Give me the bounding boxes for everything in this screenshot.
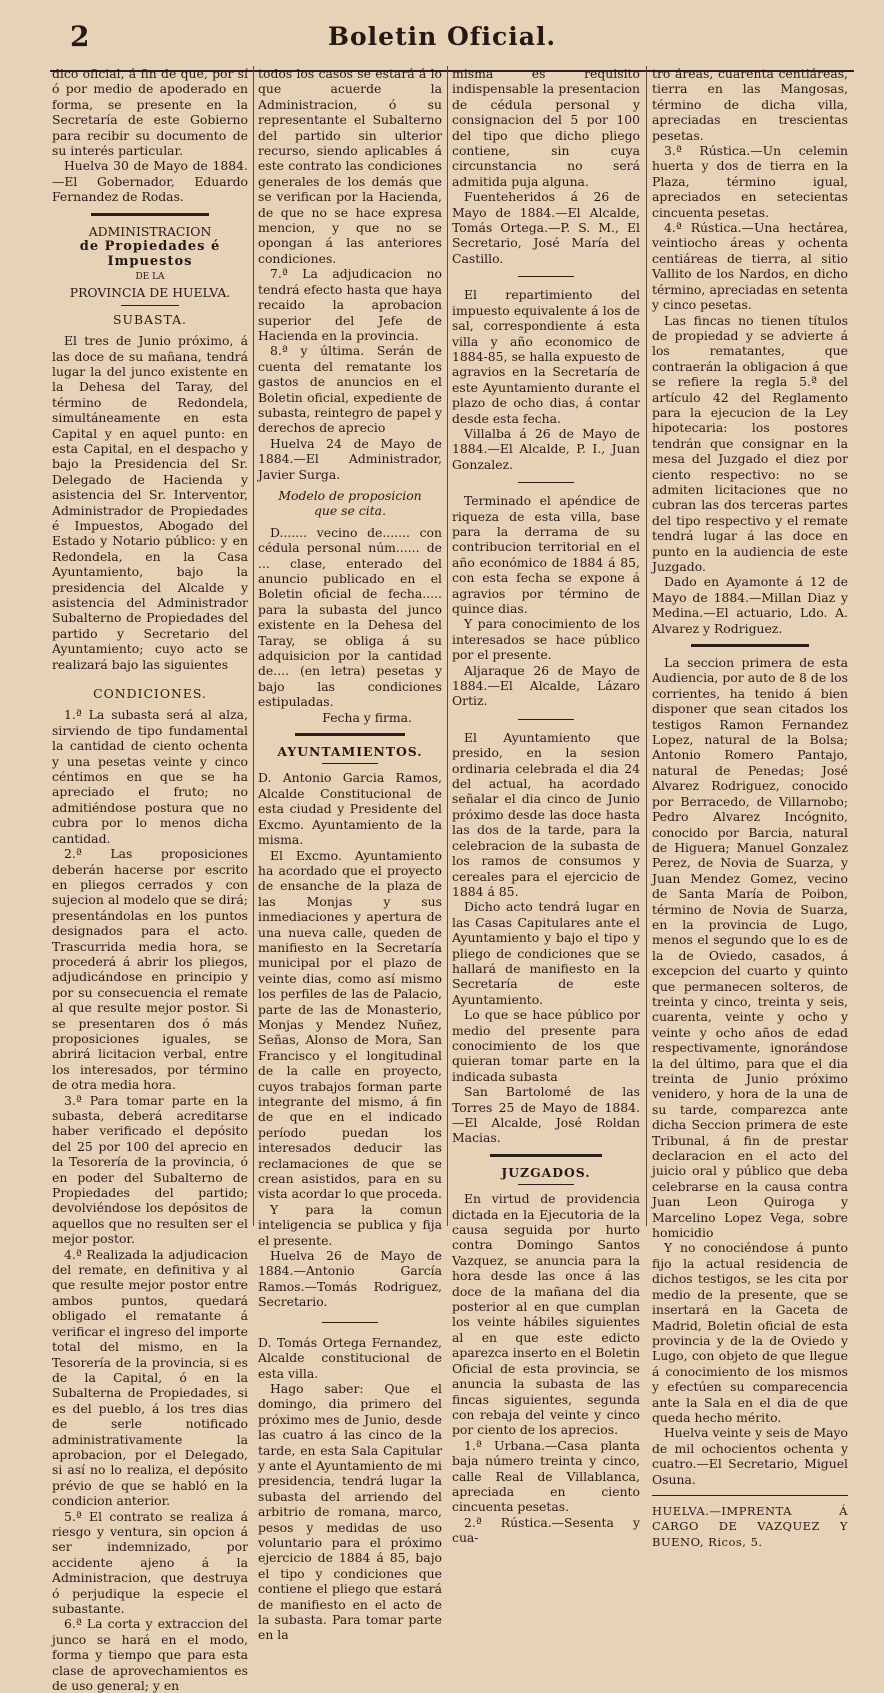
signature-date: Huelva 30 de Mayo de 1884.—El Gobernador, Eduardo Fernandez de Rodas. <box>52 158 248 205</box>
newspaper-title: Boletin Oficial. <box>327 22 557 51</box>
paragraph: El Excmo. Ayuntamiento ha acordado que el proyecto de ensanche de la plaza de las Monjas y sus inmediaciones y apertura de una nueva calle, queden de manifiesto en la Secretaría municipal por el plazo de veinte dias, como así mismo los perfiles de las de Palacio, parte de las de Monasterio, Monjas y Mendez Nuñez, Señas, Alonso de Mora, San Francisco y el longitudinal de la calle en proyecto, cuyos trabajos forman parte integrante del mismo, á fin de que en el indicado período puedan los interesados deducir las reclamaciones de que se crean asistidos, para en su vista acordar lo que proceda. <box>258 847 442 1202</box>
paragraph: Y no conociéndose á punto fijo la actual residencia de dichos testigos, se les cita por medio de la presente, que se insertará en la Gaceta de Madrid, Boletin oficial de esta provincia y de la de Oviedo y Lugo, con objeto de que llegue á conocimiento de los mismos y efectúen su comparecencia ante la Sala en el dia de que queda hecho mérito. <box>652 1240 848 1425</box>
section-rule <box>295 733 405 736</box>
signature-date: Huelva 24 de Mayo de 1884.—El Administrador, Javier Surga. <box>258 435 442 482</box>
section-rule <box>322 1322 377 1323</box>
condition-item: 8.ª y última. Serán de cuenta del rematante los gastos de anuncios en el Boletin oficial, expediente de subasta, reintegro de papel y derechos de aprecio <box>258 343 442 436</box>
paragraph: El repartimiento del impuesto equivalente á los de sal, correspondiente á esta villa y año economico de 1884-85, se halla expuesto de agravios en la Secretaría de este Ayuntamiento durante el plazo de ocho dias, á contar desde esta fecha. <box>452 287 640 426</box>
condition-item: 2.ª Las proposiciones deberán hacerse por escrito en pliegos cerrados y con sujecion al modelo que se dirá; presentándolas en los puntos designados para el acto. Trascurrida media hora, se procederá á abrir los pliegos, adjudicándose en principio y por su consecuencia el remate al que resulte mejor postor. Si se presentaren dos ó más proposiciones iguales, se abrirá licitacion verbal, entre los interesados, por término de otra media hora. <box>52 846 248 1093</box>
condition-item: 4.ª Realizada la adjudicacion del remate, en definitiva y al que resulte mejor postor entre ambos puntos, quedará obligado el rematante á verificar el ingreso del importe total del mismo, en la Tesorería de la provincia, si es de la Capital, ó en la Subalterna de Propiedades, si es del pueblo, á los tres dias de serle notificado administrativamente la aprobacion, por el Delegado, si así no lo realiza, el depósito prévio de que se habló en la condicion anterior. <box>52 1246 248 1509</box>
section-rule <box>652 1495 848 1496</box>
column-divider <box>646 66 647 1226</box>
paragraph: tro áreas, cuarenta centiáreas, tierra en las Mangosas, término de dicha villa, apreciadas en trescientas pesetas. <box>652 66 848 143</box>
section-heading: ADMINISTRACION <box>88 223 212 239</box>
paragraph: En virtud de providencia dictada en la Ejecutoria de la causa seguida por hurto contra Domingo Santos Vazquez, se anuncia para la hora desde las once á las doce de la mañana del dia posterior al en que cumplan los veinte hábiles siguientes al en que este edicto aparezca inserto en el Boletin Oficial de esta provincia, se anuncia la subasta de las fincas siguientes, segunda con rebaja del veinte y cinco por ciento de los aprecios. <box>452 1191 640 1438</box>
column-3 <box>452 66 640 1546</box>
paragraph: Y para conocimiento de los interesados se hace público por el presente. <box>452 616 640 663</box>
intro-text: dico oficial, á fin de que, por sí ó por medio de apoderado en forma, se presente en la Secretaría de este Gobierno para recibir su documento de su interés particular. <box>52 66 248 159</box>
section-rule <box>518 1184 574 1185</box>
signature-line: Fecha y firma. <box>322 709 412 725</box>
signature-date: Huelva 26 de Mayo de 1884.—Antonio García Ramos.—Tomás Rodriguez, Secretario. <box>258 1248 442 1310</box>
paragraph: 4.ª Rústica.—Una hectárea, veintiocho áreas y ochenta centiáreas de tierra, al sitio Vallito de los Nardos, en dicho término, apreciadas en setenta y cinco pesetas. <box>652 220 848 313</box>
paragraph: El Ayuntamiento que presido, en la sesion ordinaria celebrada el dia 24 del actual, ha acordado señalar el dia cinco de Junio próximo desde las doce hasta las dos de la tarde, para la celebracion de la subasta de los ramos de consumos y cereales para el ejercicio de 1884 á 85. <box>452 729 640 899</box>
section-rule <box>518 719 574 720</box>
column-2 <box>258 66 442 1643</box>
section-heading: PROVINCIA DE HUELVA. <box>69 285 231 301</box>
subheading: CONDICIONES. <box>93 686 207 702</box>
paragraph: D....... vecino de....... con cédula personal núm...... de ... clase, enterado del anuncio publicado en el Boletin oficial de fecha..... para la subasta del junco existente en la Dehesa del Taray, se obliga á su adquisicion por la cantidad de.... (en letra) pesetas y bajo las condiciones estipuladas. <box>258 524 442 710</box>
section-rule <box>691 644 809 647</box>
condition-item: 1.ª La subasta será al alza, sirviendo de tipo fundamental la cantidad de ciento ochenta y una pesetas veinte y cinco céntimos en que se ha apreciado el fruto; no admitiéndose postura que no cubra por lo menos dicha cantidad. <box>52 707 248 846</box>
subheading: SUBASTA. <box>113 311 187 327</box>
signature-date: Dado en Ayamonte á 12 de Mayo de 1884.—Millan Diaz y Medina.—El actuario, Ldo. A. Alvarez y Rodriguez. <box>652 574 848 636</box>
section-rule <box>518 276 574 277</box>
paragraph: La seccion primera de esta Audiencia, por auto de 8 de los corrientes, ha tenido á bien disponer que sean citados los testigos Ramon Fernandez Lopez, natural de la Bolsa; Antonio Romero Pantajo, natural de Penedas; José Alvarez Rodriguez, conocido por Berracedo, de Villarnobo; Pedro Alvarez Incógnito, conocido por Barcia, natural de Higuera; Manuel Gonzalez Perez, de Novia de Suarza, y Juan Mendez Gomez, vecino de Santa María de Poibon, término de Novia de Suarza, en la provincia de Lugo, menos el segundo que lo es de la de Oviedo, casados, á excepcion del cuarto y quinto que permanecen solteros, de treinta y cinco, treinta y seis, cuarenta, veinte y ocho y veinte y ocho años de edad respectivamente, ignorándose la del último, para que el dia treinta de Junio próximo venidero, y hora de la una de su tarde, comparezca ante dicha Seccion primera de este Tribunal, á fin de prestar declaracion en el acto del juicio oral y público que deba celebrarse en la causa contra Juan Leon Quiroga y Marcelino Lopez Vega, sobre homicidio <box>652 655 848 1241</box>
paragraph: Dicho acto tendrá lugar en las Casas Capitulares ante el Ayuntamiento y bajo el tipo y pliego de condiciones que se hallará de manifiesto en la Secretaría de este Ayuntamiento. <box>452 899 640 1007</box>
paragraph: Lo que se hace público por medio del presente para conocimiento de los que quieran tomar parte en la indicada subasta <box>452 1007 640 1084</box>
condition-item: 3.ª Para tomar parte en la subasta, deberá acreditarse haber verificado el depósito del 25 por 100 del aprecio en la Tesorería de la provincia, ó en poder del Subalterno de Propiedades del partido; devolviéndose los depósitos de aquellos que no resulten ser el mejor postor. <box>52 1092 248 1247</box>
subheading: que se cita. <box>313 503 387 519</box>
section-heading: AYUNTAMIENTOS. <box>277 744 423 760</box>
section-rule <box>490 1154 603 1157</box>
section-heading: JUZGADOS. <box>501 1164 591 1180</box>
column-1 <box>52 66 248 1693</box>
subheading: Modelo de proposicion <box>278 487 422 503</box>
paragraph: Hago saber: Que el domingo, dia primero del próximo mes de Junio, desde las cuatro á las cinco de la tarde, en esta Sala Capitular y ante el Ayuntamiento de mi presidencia, tendrá lugar la subasta del arriendo del arbitrio de romana, marco, pesos y medidas de uso voluntario para el próximo ejercicio de 1884 á 85, bajo el tipo y condiciones que contiene el pliego que estará de manifiesto en el acto de la subasta. Para tomar parte en la <box>258 1380 442 1643</box>
section-rule <box>518 482 574 483</box>
section-rule <box>91 213 209 216</box>
paragraph: Las fincas no tienen títulos de propiedad y se advierte á los rematantes, que contraerán la obligacion á que se refiere la regla 5.ª del artículo 42 del Reglamento para la ejecucion de la Ley hipotecaria: los postores tendrán que consignar en la mesa del Juzgado el diez por ciento respectivo: no se admiten licitaciones que no cubran las dos terceras partes del tipo respectivo y el remate tendrá lugar á las doce en punto en la audiencia de este Juzgado. <box>652 312 848 574</box>
paragraph: D. Antonio Garcia Ramos, Alcalde Constitucional de esta ciudad y Presidente del Excmo. Ayuntamiento de la misma. <box>258 770 442 848</box>
condition-item: 6.ª La corta y extraccion del junco se hará en el modo, forma y tiempo que para esta clase de aprovechamientos es de uso general; y en <box>52 1616 248 1693</box>
paragraph: 3.ª Rústica.—Un celemin huerta y dos de tierra en la Plaza, término igual, apreciados en setecientas cincuenta pesetas. <box>652 143 848 220</box>
signature-date: Villalba á 26 de Mayo de 1884.—El Alcalde, P. I., Juan Gonzalez. <box>452 425 640 472</box>
section-rule <box>121 305 180 306</box>
section-heading: de Propiedades é Impuestos <box>79 239 221 270</box>
condition-item: 7.ª La adjudicacion no tendrá efecto hasta que haya recaido la aprobacion superior del Jefe de Hacienda en la provincia. <box>258 266 442 343</box>
column-divider <box>447 66 448 1226</box>
page-number: 2 <box>70 20 90 53</box>
column-4 <box>652 66 848 1550</box>
paragraph: misma es requisito indispensable la presentacion de cédula personal y consignacion del 5 por 100 del tipo que dicho pliego contiene, sin cuya circunstancia no será admitida puja alguna. <box>452 66 640 189</box>
column-divider <box>253 66 254 1226</box>
signature-date: Huelva veinte y seis de Mayo de mil ochocientos ochenta y cuatro.—El Secretario, Miguel Osuna. <box>652 1425 848 1487</box>
paragraph: todos los casos se estará á lo que acuerde la Administracion, ó su representante el Subalterno del partido sin ulterior recurso, siendo aplicables á este contrato las condiciones generales de los demás que se verifican por la Hacienda, de que no se hace expresa mencion, y que no se opongan á las anteriores condiciones. <box>258 66 442 266</box>
section-heading: DE LA <box>135 271 165 282</box>
paragraph: Terminado el apéndice de riqueza de esta villa, base para la derrama de su contribucion territorial en el año económico de 1884 á 85, con esta fecha se expone á agravios por término de quince dias. <box>452 493 640 616</box>
section-rule <box>322 763 377 764</box>
paragraph: 2.ª Rústica.—Sesenta y cua- <box>452 1514 640 1546</box>
printer-imprint: HUELVA.—IMPRENTA Á CARGO DE VAZQUEZ Y BUENO, Ricos, 5. <box>652 1503 848 1549</box>
signature-date: Fuenteheridos á 26 de Mayo de 1884.—El Alcalde, Tomás Ortega.—P. S. M., El Secretario, José María del Castillo. <box>452 189 640 266</box>
signature-date: Aljaraque 26 de Mayo de 1884.—El Alcalde, Lázaro Ortiz. <box>452 662 640 709</box>
paragraph: Y para la comun inteligencia se publica y fija el presente. <box>258 1201 442 1248</box>
signature-date: San Bartolomé de las Torres 25 de Mayo de 1884.—El Alcalde, José Roldan Macias. <box>452 1084 640 1146</box>
page-header <box>0 18 884 58</box>
condition-item: 5.ª El contrato se realiza á riesgo y ventura, sin opcion á ser indemnizado, por accidente ajeno á la Administracion, que destruya ó perjudique la especie el subastante. <box>52 1508 248 1616</box>
paragraph: 1.ª Urbana.—Casa planta baja número treinta y cinco, calle Real de Villablanca, apreciada en ciento cincuenta pesetas. <box>452 1437 640 1515</box>
paragraph: El tres de Junio próximo, á las doce de su mañana, tendrá lugar la del junco existente en la Dehesa del Taray, del término de Redondela, simultáneamente en esta Capital y en aquel punto: en esta Capital, en el despacho y bajo la Presidencia del Sr. Delegado de Hacienda y asistencia del Sr. Interventor, Administrador de Propiedades é Impuestos, Abogado del Estado y Notario público: y en Redondela, en la Casa Ayuntamiento, bajo la presidencia del Alcalde y asistencia del Administrador Subalterno de Propiedades del partido y Secretario del Ayuntamiento; cuyo acto se realizará bajo las siguientes <box>52 333 248 672</box>
paragraph: D. Tomás Ortega Fernandez, Alcalde constitucional de esta villa. <box>258 1334 442 1381</box>
